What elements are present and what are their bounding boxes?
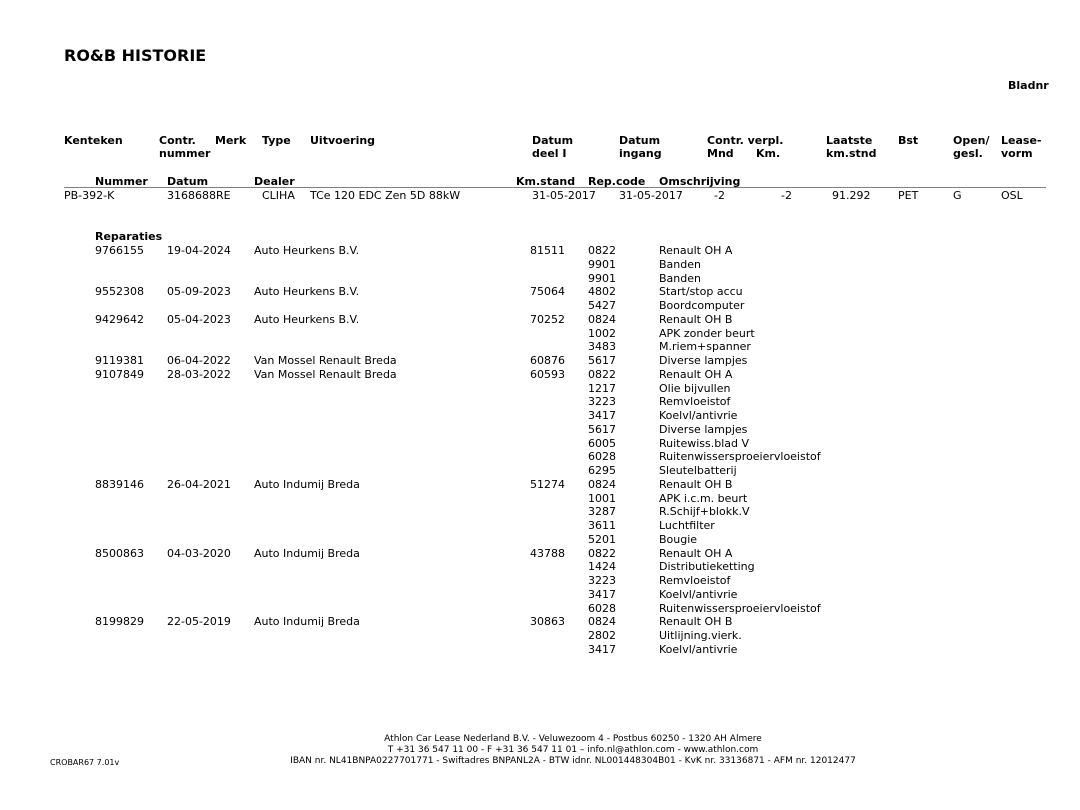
header-divider (64, 187, 1046, 188)
repair-description: Ruitenwissersproeiervloeistof (659, 450, 821, 463)
header-vorm: vorm (1001, 147, 1033, 160)
repair-number: 9552308 (95, 285, 144, 299)
repair-dealer: Auto Indumij Breda (254, 615, 360, 629)
repair-code: 0824 (588, 478, 616, 491)
repair-description: Ruitewiss.blad V (659, 437, 750, 450)
repair-number: 9766155 (95, 244, 144, 257)
repair-number: 9107849 (95, 367, 144, 381)
vehicle-merk: CLIHA (262, 189, 295, 202)
repair-code: 5427 (588, 299, 616, 312)
repair-dealer: Auto Heurkens B.V. (254, 285, 360, 299)
page-number-label: Bladnr (1008, 79, 1049, 92)
repair-description: Ruitenwissersproeiervloeistof (659, 602, 821, 615)
repair-description: M.riem+spanner (659, 340, 751, 353)
header-contr-verpl: Contr. verpl. (707, 134, 784, 147)
header-laatste: Laatste (826, 134, 873, 147)
header-deel-i: deel I (532, 147, 567, 160)
vehicle-datum-deel: 31-05-2017 (532, 189, 596, 202)
repair-description: Renault OH A (659, 368, 733, 381)
repair-number: 9119381 (95, 354, 144, 367)
repair-description: Koelvl/antivrie (659, 643, 738, 656)
repair-code: 3611 (588, 519, 616, 532)
repair-code: 5617 (588, 423, 616, 436)
repair-date: 19-04-2024 (167, 244, 231, 257)
vehicle-lease-vorm: OSL (1001, 189, 1023, 202)
repair-description: Banden (659, 258, 701, 271)
header-uitvoering: Uitvoering (310, 134, 376, 147)
subheader-rep-code: Rep.code (588, 175, 646, 188)
repair-code: 3223 (588, 574, 616, 587)
repair-description: Koelvl/antivrie (659, 409, 738, 422)
repair-description: Remvloeistof (659, 395, 731, 408)
repair-description: Bougie (659, 533, 698, 546)
repair-description: Koelvl/antivrie (659, 588, 738, 601)
repair-description: R.Schijf+blokk.V (659, 505, 750, 518)
repair-description: Banden (659, 272, 701, 285)
repair-code: 0824 (588, 313, 616, 326)
vehicle-contract: 3168688RE (167, 189, 231, 202)
repair-date: 26-04-2021 (167, 477, 231, 491)
repair-dealer: Auto Indumij Breda (254, 546, 360, 560)
repair-description: Renault OH A (659, 244, 733, 257)
repair-description: Renault OH B (659, 615, 733, 628)
header-datum-ingang: Datum (619, 134, 661, 147)
subheader-nummer: Nummer (95, 175, 148, 188)
vehicle-bst: PET (898, 189, 919, 202)
repair-description: APK zonder beurt (659, 327, 755, 340)
repair-description: Olie bijvullen (659, 382, 731, 395)
header-nummer: nummer (159, 147, 211, 160)
repair-date: 05-09-2023 (167, 285, 231, 299)
repair-code: 0824 (588, 615, 616, 628)
repair-date: 04-03-2020 (167, 546, 231, 560)
header-gesl: gesl. (953, 147, 983, 160)
header-mnd: Mnd (707, 147, 734, 160)
header-ingang: ingang (619, 147, 662, 160)
repair-km-stand: 70252 (530, 312, 565, 326)
repair-code: 3417 (588, 643, 616, 656)
repair-code: 3483 (588, 340, 616, 353)
repair-code: 1424 (588, 560, 616, 573)
repair-description: Distributieketting (659, 560, 755, 573)
header-datum-deel: Datum (532, 134, 574, 147)
repair-code: 3287 (588, 505, 616, 518)
header-contr: Contr. (159, 134, 196, 147)
header-km-stnd: km.stnd (826, 147, 877, 160)
repair-km-stand: 43788 (530, 546, 565, 560)
repair-code: 6028 (588, 450, 616, 463)
repair-description: Diverse lampjes (659, 423, 748, 436)
repair-code: 6028 (588, 602, 616, 615)
repair-code: 5201 (588, 533, 616, 546)
repair-date: 05-04-2023 (167, 312, 231, 326)
repair-description: Remvloeistof (659, 574, 731, 587)
vehicle-uitvoering: TCe 120 EDC Zen 5D 88kW (310, 189, 461, 202)
repair-dealer: Van Mossel Renault Breda (254, 354, 397, 367)
subheader-datum: Datum (167, 175, 209, 188)
subheader-dealer: Dealer (254, 175, 295, 188)
repair-dealer: Auto Heurkens B.V. (254, 244, 360, 257)
repair-description: Boordcomputer (659, 299, 745, 312)
subheader-omschrijving: Omschrijving (659, 175, 741, 188)
repair-code: 4802 (588, 285, 616, 298)
repair-code: 0822 (588, 244, 616, 257)
repair-km-stand: 30863 (530, 615, 565, 629)
repair-code: 0822 (588, 547, 616, 560)
repair-number: 9429642 (95, 312, 144, 326)
repair-code: 3417 (588, 409, 616, 422)
repair-code: 1217 (588, 382, 616, 395)
repair-km-stand: 60593 (530, 367, 565, 381)
vehicle-datum-ingang: 31-05-2017 (619, 189, 683, 202)
repair-code: 1002 (588, 327, 616, 340)
header-type: Type (262, 134, 291, 147)
repair-km-stand: 60876 (530, 354, 565, 367)
header-open: Open/ (953, 134, 990, 147)
repair-description: Renault OH B (659, 313, 733, 326)
repair-date: 28-03-2022 (167, 367, 231, 381)
repair-code: 5617 (588, 354, 616, 367)
repair-code: 1001 (588, 492, 616, 505)
repair-km-stand: 81511 (530, 244, 565, 257)
repair-code: 2802 (588, 629, 616, 642)
footer-bank: IBAN nr. NL41BNPA0227701771 - Swiftadres BNPANL2A - BTW idnr. NL001448304B01 - KvK nr. 33136871 - AFM nr. 12012477 (290, 756, 856, 766)
repair-code: 9901 (588, 258, 616, 271)
repair-description: Renault OH B (659, 478, 733, 491)
footer-contact: T +31 36 547 11 00 - F +31 36 547 11 01 – info.nl@athlon.com - www.athlon.com (387, 745, 759, 755)
header-merk: Merk (215, 134, 247, 147)
repair-code: 6005 (588, 437, 616, 450)
footer-form-code: CROBAR67 7.01v (50, 758, 120, 767)
footer-address: Athlon Car Lease Nederland B.V. - Veluwezoom 4 - Postbus 60250 - 1320 AH Almere (384, 734, 762, 744)
repair-km-stand: 51274 (530, 477, 565, 491)
repair-km-stand: 75064 (530, 285, 565, 299)
repair-number: 8199829 (95, 615, 144, 629)
repair-dealer: Auto Heurkens B.V. (254, 312, 360, 326)
repair-code: 0822 (588, 368, 616, 381)
repair-number: 8839146 (95, 477, 144, 491)
header-km: Km. (756, 147, 781, 160)
repair-code: 9901 (588, 272, 616, 285)
repair-description: APK i.c.m. beurt (659, 492, 748, 505)
header-kenteken: Kenteken (64, 134, 123, 147)
vehicle-laatste-km: 91.292 (832, 189, 871, 202)
repair-description: Luchtfilter (659, 519, 715, 532)
repair-date: 06-04-2022 (167, 354, 231, 367)
vehicle-km: -2 (781, 189, 792, 202)
repair-code: 6295 (588, 464, 616, 477)
repair-description: Diverse lampjes (659, 354, 748, 367)
header-lease: Lease- (1001, 134, 1042, 147)
repair-dealer: Auto Indumij Breda (254, 477, 360, 491)
repair-description: Sleutelbatterij (659, 464, 737, 477)
repair-description: Renault OH A (659, 547, 733, 560)
vehicle-mnd: -2 (714, 189, 725, 202)
page-title: RO&B HISTORIE (64, 46, 207, 65)
header-bst: Bst (898, 134, 919, 147)
repair-date: 22-05-2019 (167, 615, 231, 629)
repair-description: Uitlijning.vierk. (659, 629, 742, 642)
repair-description: Start/stop accu (659, 285, 743, 298)
repair-code: 3223 (588, 395, 616, 408)
repair-dealer: Van Mossel Renault Breda (254, 367, 397, 381)
repair-number: 8500863 (95, 546, 144, 560)
vehicle-open-gesl: G (953, 189, 962, 202)
vehicle-kenteken: PB-392-K (64, 189, 115, 202)
repair-code: 3417 (588, 588, 616, 601)
repairs-label: Reparaties (95, 230, 163, 243)
subheader-km-stand: Km.stand (516, 175, 576, 188)
